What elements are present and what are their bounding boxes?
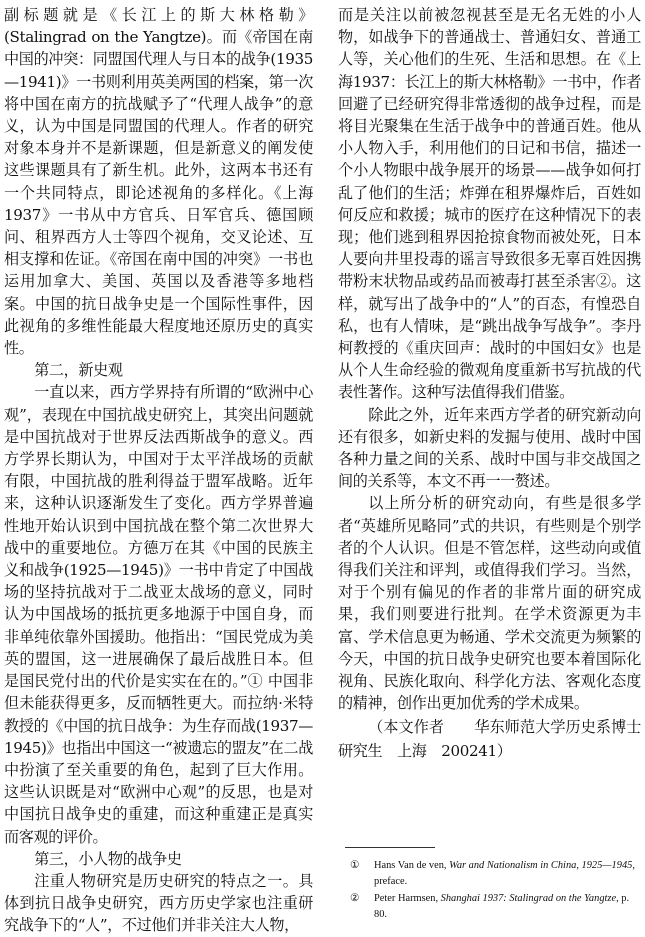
author-note: （本文作者 华东师范大学历史系博士研究生 上海 200241） [338,717,641,760]
paragraph-other-trends: 除此之外，近年来西方学者的研究新动向还有很多，如新史料的发掘与使用、战时中国各种力量之间的关系、战时中国与非交战国之间的关系等，本文不再一一赘述。 [338,405,641,491]
footnote-detail: , p. 80. [374,893,630,920]
footnote-citation [374,891,640,922]
footnote-book-title: Shanghai 1937: Stalingrad on the Yangtze [440,893,617,904]
footnote-2 [350,891,640,922]
footnote-marker: ① [350,860,360,871]
footnote-detail: , preface. [374,860,635,887]
footnote-author: Hans Van de ven, [374,860,450,871]
right-column [338,4,641,763]
footnotes [350,858,640,924]
footnote-author: Peter Harmsen, [374,893,441,904]
paragraph-perspectives: 副标题就是《长江上的斯大林格勒》(Stalingrad on the Yangtze)。而《帝国在南中国的冲突：同盟国代理人与日本的战争(1935—1941)》一书则利用英美两国的档案，第一次将中国在南方的抗战赋予了“代理人战争”的意义，认为中国是同盟国的代理人。作者的研究对象本身并不是新课题，但是新意义的阐发使这些课题具有了新生机。此外，这两本书还有一个共同特点，即论述视角的多样化。《上海1937》一书从中方官兵、日军官兵、德国顾问、租界西方人士等四个视角，交叉论述、互相支撑和佐证。《帝国在南中国的冲突》一书也运用加拿大、美国、英国以及香港等多地档案。中国的抗日战争史是一个国际性事件，因此视角的多维性能最大程度地还原历史的真实性。 [4,6,313,358]
left-column [4,4,313,937]
footnote-divider [345,847,435,848]
paragraph-small-people-start: 注重人物研究是历史研究的特点之一。具体到抗日战争史研究，西方历史学家也注重研究战争下的“人”，不过他们并非关注大人物， [4,871,313,935]
section-heading-new-historiography: 第二，新史观 [34,361,123,380]
section-heading-small-people: 第三，小人物的战争史 [34,849,182,868]
paragraph-new-historiography: 一直以来，西方学界持有所谓的“欧洲中心观”，表现在中国抗战史研究上，其突出问题就是中国抗战对于世界反法西斯战争的意义。西方学界长期认为，中国对于太平洋战场的贡献有限，中国抗战的胜利得益于盟军战略。近年来，这种认识逐渐发生了变化。西方学界普遍性地开始认识到中国抗战在整个第二次世界大战中的重要地位。方德万在其《中国的民族主义和战争(1925—1945)》一书中肯定了中国战场的坚持抗战对于二战亚太战场的意义，同时认为中国战场的抵抗更多地源于中国自身，而非单纯依靠外国援助。他指出：“国民党成为美英的盟国，这一进展确保了最后战胜日本。但是国民党付出的代价是实实在在的。”① 中国非但未能获得更多，反而牺牲更大。而拉纳·米特教授的《中国的抗日战争：为生存而战(1937—1945)》也指出中国这一“被遗忘的盟友”在二战中扮演了至关重要的角色，起到了巨大作用。这些认识既是对“欧洲中心观”的反思，也是对中国抗日战争史的重建，而这种重建正是真实而客观的评价。 [4,383,313,846]
paragraph-small-people-continued: 而是关注以前被忽视甚至是无名无姓的小人物，如战争下的普通战士、普通妇女、普通工人等，关心他们的生死、生活和思想。在《上海1937：长江上的斯大林格勒》一书中，作者回避了已经研究得非常透彻的战争过程，而是将目光聚集在生活于战争中的普通百姓。他从小人物入手，利用他们的日记和书信，描述一个小人物眼中战争展开的场景——战争如何打乱了他们的生活；炸弹在租界爆炸后，百姓如何反应和救援；城市的医疗在这种情况下的表现；他们逃到租界因抢掠食物而被处死，日本人要向井里投毒的谣言导致很多无辜百姓因携带粉末状物品或药品而被毒打甚至杀害②。这样，就写出了战争中的“人”的百态，有惶恐自私，也有人情味，是“跳出战争写战争”。李丹柯教授的《重庆回声：战时的中国妇女》也是从个人生命经验的微观角度重新书写抗战的代表性著作。这种写法值得我们借鉴。 [338,6,641,402]
footnote-book-title: War and Nationalism in China, 1925—1945 [449,860,633,871]
footnote-marker: ② [350,893,360,904]
paragraph-conclusion: 以上所分析的研究动向，有些是很多学者“英雄所见略同”式的共识，有些则是个别学者的个人认识。但是不管怎样，这些动向或值得我们关注和评判，或值得我们学习。当然，对于个别有偏见的作者的非常片面的研究成果，我们则要进行批判。在学术资源更为丰富、学术信息更为畅通、学术交流更为频繁的今天，中国的抗日战争史研究也要本着国际化视角、民族化取向、科学化方法、客观化态度的精神，创作出更加优秀的学术成果。 [338,494,641,713]
footnote-1 [350,858,640,889]
footnote-citation [374,858,640,889]
